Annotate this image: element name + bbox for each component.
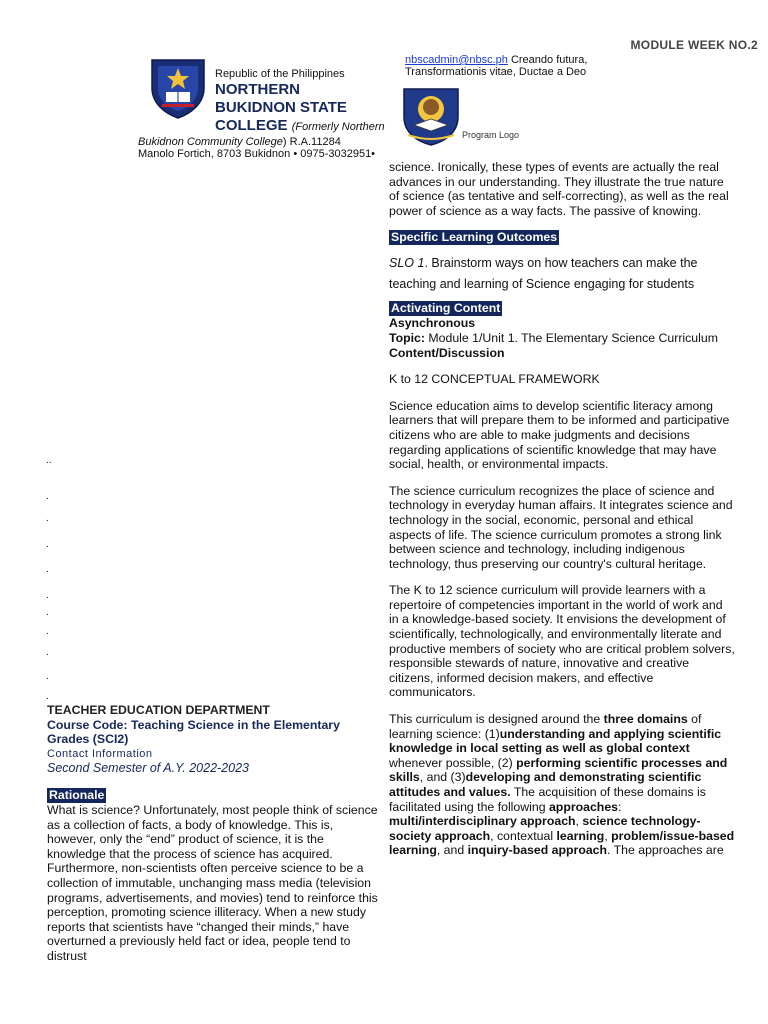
contact-block: [405, 54, 587, 78]
paragraph-3: The K to 12 science curriculum will provide learners with a repertoire of competencies important in the world of work and in a knowledge-based society. It envisions the development of scientifically, technologically, and environmentally literate and productive members of society who are critical problem solvers, responsible stewards of nature, innovative and creative citizens, informed decision makers, and effective communicators.: [389, 583, 735, 700]
dot: .: [46, 539, 49, 550]
paragraph-4: [389, 712, 735, 858]
p4-u: . The approaches are: [607, 843, 724, 858]
college-seal-icon: [150, 58, 206, 120]
right-column: [389, 160, 735, 858]
program-logo-label: Program Logo: [462, 130, 520, 140]
dot: .: [46, 626, 49, 637]
asynchronous-label: Asynchronous: [389, 316, 476, 331]
former-name-cont: [138, 136, 341, 148]
contact-information-label: Contact Information: [47, 747, 153, 760]
former-name-line2: Bukidnon Community College: [138, 136, 283, 148]
dot: .: [46, 671, 49, 682]
motto-line2: Transformationis vitae, Ductae a Deo: [405, 66, 587, 78]
p4-f: performing scientific processes and skills: [389, 755, 728, 785]
institution-name-line2: BUKIDNON STATE: [215, 99, 347, 116]
p4-k: :: [618, 799, 622, 814]
dot: ..: [46, 455, 52, 466]
email-link[interactable]: nbscadmin@nbsc.ph: [405, 54, 508, 66]
paragraph-2: The science curriculum recognizes the place of science and technology in everyday human affairs. It integrates science and technology in the social, economic, personal and ethical aspects of life. The science curriculum promotes a strong link between science and technology, including indigenous technology, thus preserving our country's cultural heritage.: [389, 483, 733, 571]
p4-r: problem/issue-based learning: [389, 828, 735, 858]
program-logo-icon: [400, 85, 462, 147]
dot: .: [46, 607, 49, 618]
p4-g: , and (3): [419, 770, 466, 785]
p4-b: three domains: [603, 712, 688, 727]
topic-line: [389, 331, 735, 346]
p4-c: of learning science: (1): [389, 712, 702, 741]
dot: .: [46, 491, 49, 502]
p4-p: learning: [556, 828, 605, 843]
p4-j: approaches: [548, 799, 618, 814]
intro-paragraph: science. Ironically, these types of events are actually the real advances in our understanding. They illustrate the true nature of science (as tentative and self-correcting), as well as the real power of science as a way facts. The passive of knowing.: [389, 160, 729, 218]
p4-h: developing and demonstrating scientific attitudes and values.: [389, 770, 702, 799]
content-label: Content/Discussion: [389, 345, 505, 360]
p4-n: science technology-society approach: [389, 814, 701, 843]
module-week-label: MODULE WEEK NO.2: [630, 38, 758, 52]
dot: .: [46, 647, 49, 658]
slo-label: SLO 1: [389, 256, 425, 271]
republic-label: Republic of the Philippines: [215, 68, 345, 80]
slo-paragraph: [389, 253, 735, 295]
former-name: Formerly Northern: [295, 121, 385, 133]
institution-name: [215, 81, 385, 136]
topic-label: Topic:: [389, 330, 425, 345]
p4-q: ,: [604, 828, 612, 843]
semester-label: Second Semester of A.Y. 2022-2023: [47, 761, 249, 776]
college-address: Manolo Fortich, 8703 Bukidnon • 0975-3032951•: [138, 148, 376, 160]
topic-text: Module 1/Unit 1. The Elementary Science Curriculum: [424, 330, 718, 345]
dot: .: [46, 590, 49, 601]
p4-e: whenever possible, (2): [389, 755, 517, 770]
p4-o: , contextual: [490, 828, 557, 843]
motto-line1: Creando futura,: [507, 54, 588, 66]
left-column: [47, 703, 385, 964]
dot: .: [46, 564, 49, 575]
p4-a: This curriculum is designed around the: [389, 712, 604, 727]
course-code: Course Code: Teaching Science in the Elementary Grades (SCI2): [47, 717, 340, 747]
department-name: TEACHER EDUCATION DEPARTMENT: [47, 703, 270, 717]
paragraph-1: Science education aims to develop scientific literacy among learners that will prepare them to be informed and participative citizens who are able to make judgments and decisions regarding applications of scientific knowledge that may have social, health, or environmental impacts.: [389, 398, 730, 472]
p4-l: multi/interdisciplinary approach: [389, 814, 576, 829]
slo-text: . Brainstorm ways on how teachers can make the teaching and learning of Science engaging for students: [389, 256, 698, 292]
rationale-paragraph: What is science? Unfortunately, most people think of science as a collection of facts, a body of knowledge. This is, however, only the “end” product of science, it is the knowledge that the process of science has acquired. Furthermore, non-scientists often perceive science to be a collection of immutable, unchanging mass media (television programs, advertisements, and movies) tend to reinforce this perception, promoting science illiteracy. When a new study reports that scientists have “changed their minds,” have overturned a previously held fact or idea, people tend to distrust: [47, 802, 378, 963]
institution-name-line3: COLLEGE: [215, 117, 288, 134]
p4-t: inquiry-based approach: [467, 843, 608, 858]
ra-number: ) R.A.11284: [282, 136, 341, 148]
p4-s: , and: [436, 843, 468, 858]
former-open: (: [291, 121, 296, 133]
institution-name-line1: NORTHERN: [215, 81, 300, 98]
dot: .: [46, 513, 49, 524]
framework-heading: K to 12 CONCEPTUAL FRAMEWORK: [389, 372, 600, 387]
p4-i: The acquisition of these domains is facilitated using the following: [389, 785, 706, 814]
slo-heading: Specific Learning Outcomes: [391, 230, 558, 245]
rationale-heading: Rationale: [49, 787, 105, 802]
p4-d: understanding and applying scientific knowledge in local setting as well as global context: [389, 726, 722, 756]
p4-m: ,: [575, 814, 583, 829]
activating-heading: Activating Content: [391, 301, 501, 316]
dot: .: [46, 691, 49, 702]
